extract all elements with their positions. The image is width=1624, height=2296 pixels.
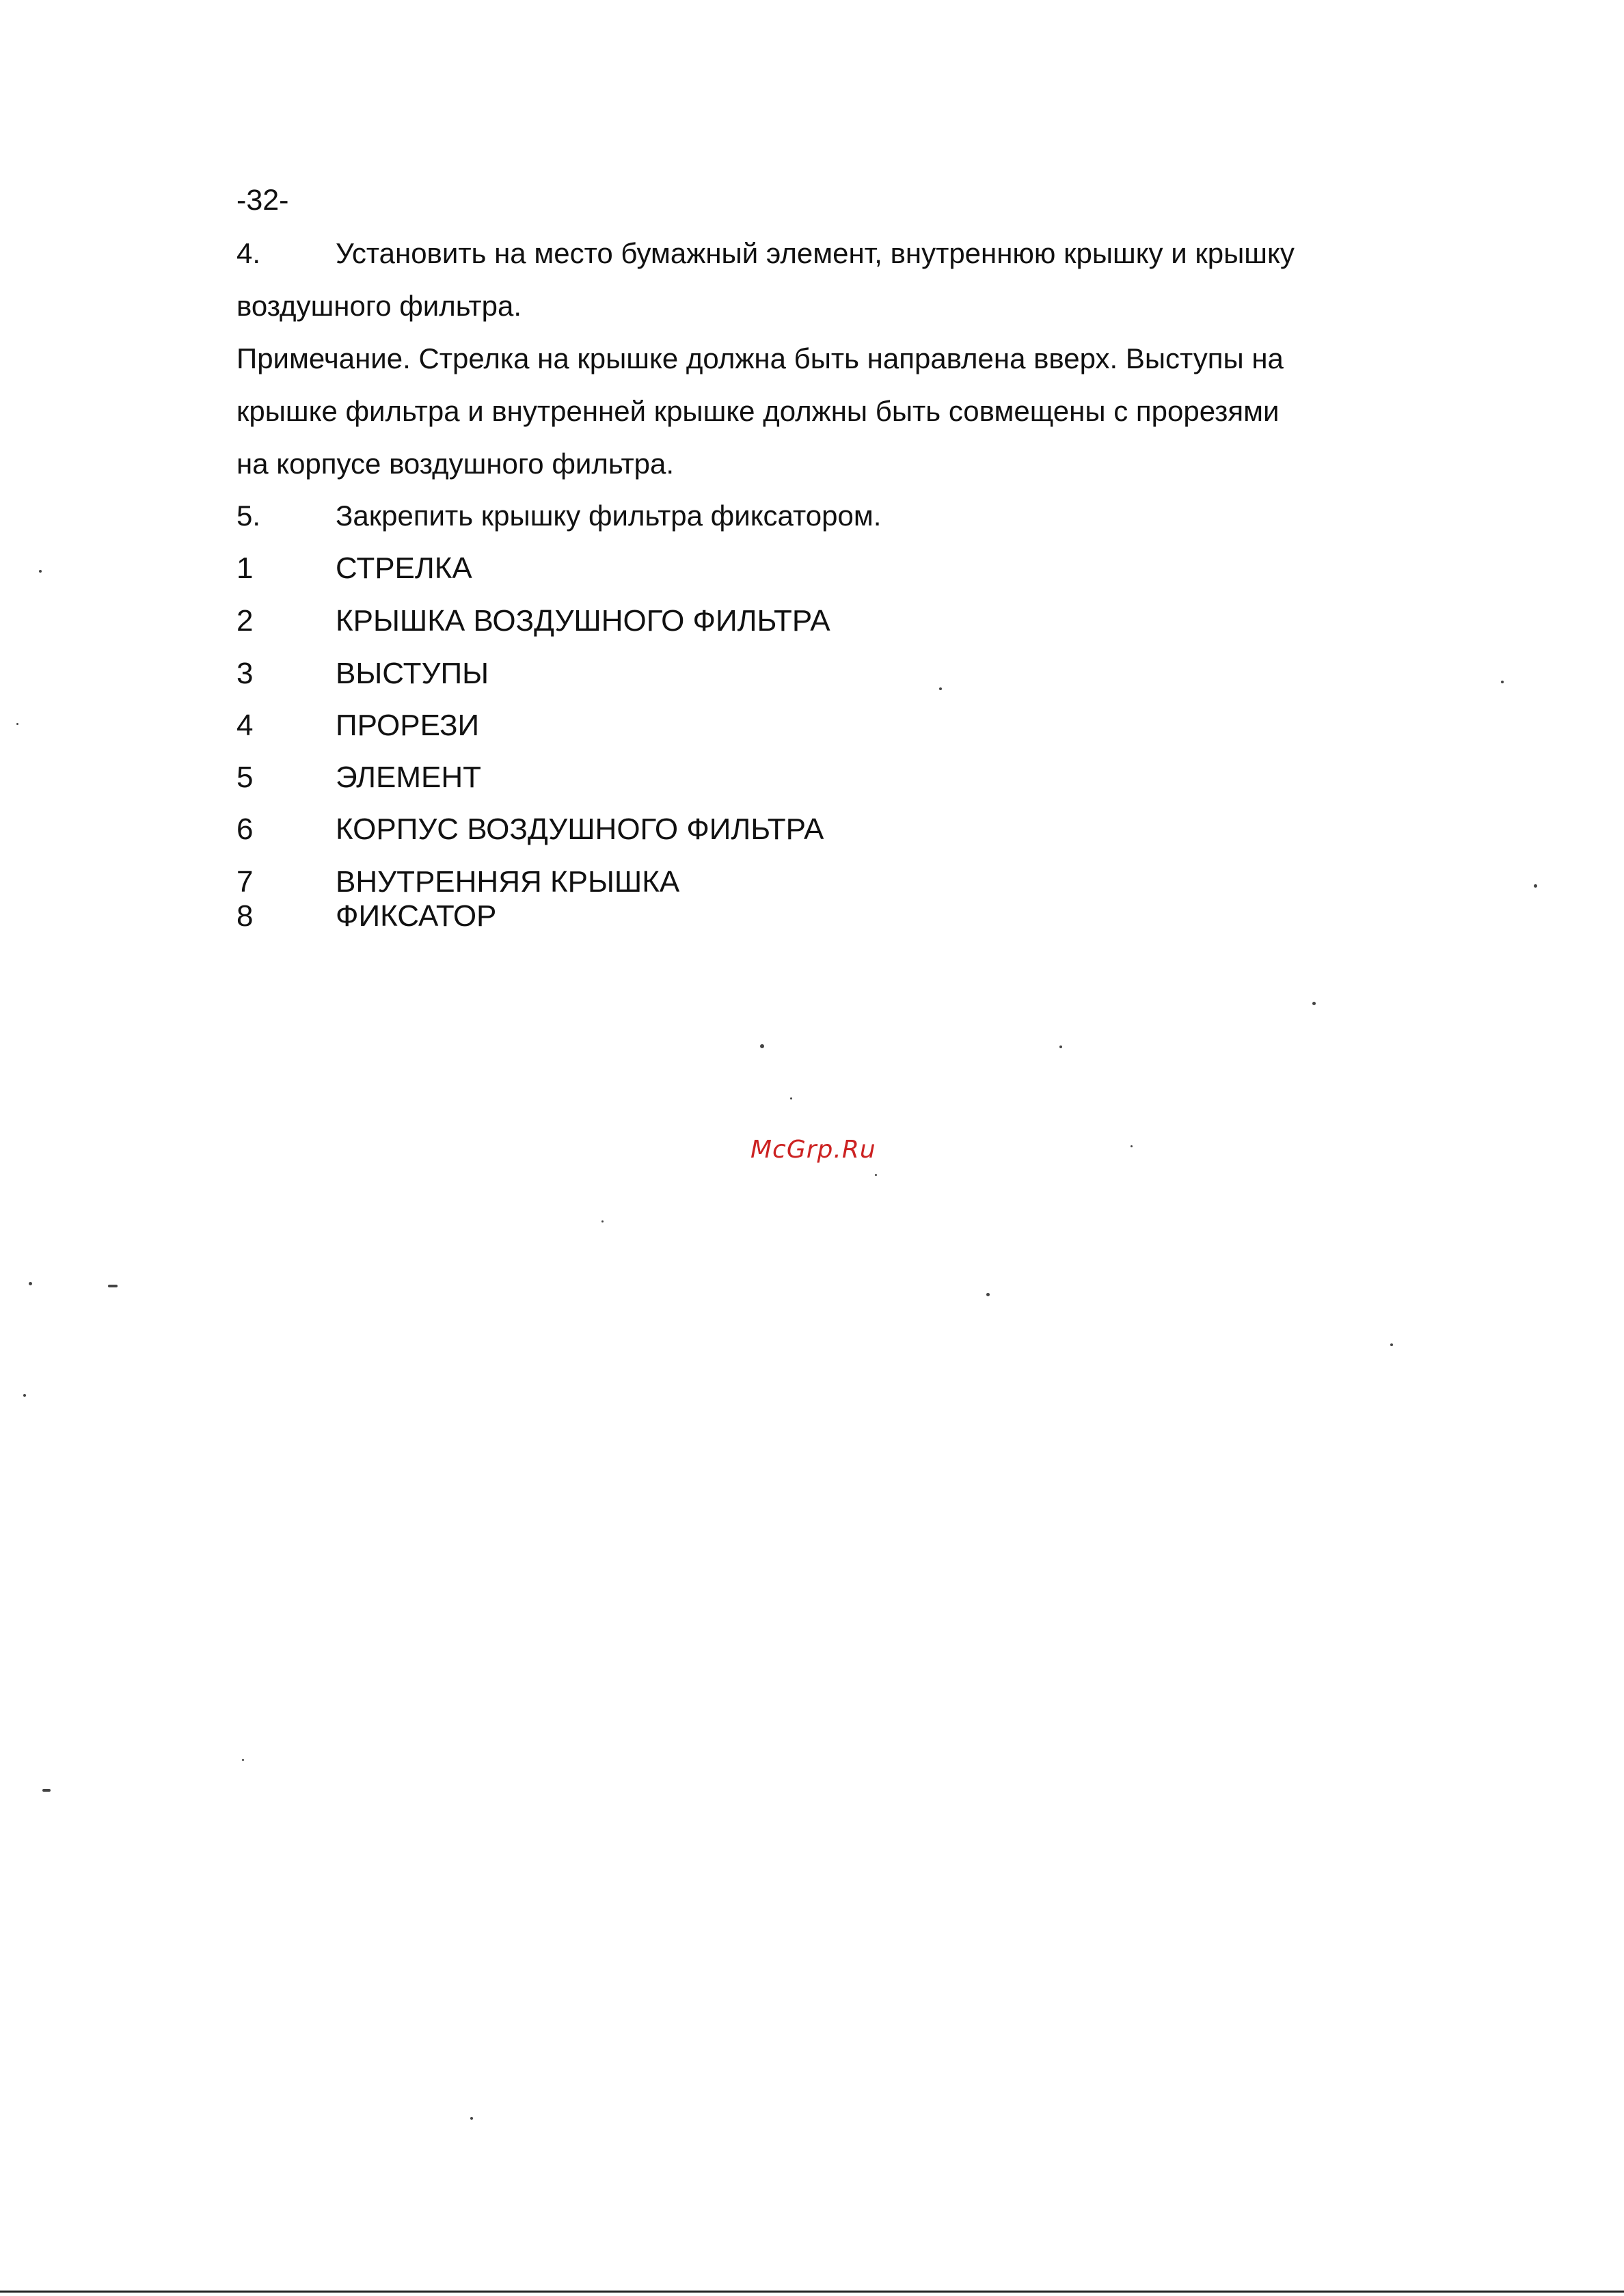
legend-item-number: 5 xyxy=(236,761,254,794)
legend-item-number: 4 xyxy=(236,709,254,742)
step-5-number: 5. xyxy=(236,500,261,532)
scan-speck xyxy=(1131,1145,1133,1147)
legend-item-number: 7 xyxy=(236,865,254,899)
step-4-text-line1: Установить на место бумажный элемент, внутреннюю крышку и крышку xyxy=(336,237,1295,269)
step-5-text: Закрепить крышку фильтра фиксатором. xyxy=(336,500,882,532)
legend-item xyxy=(236,603,830,639)
legend-item-label: КОРПУС ВОЗДУШНОГО ФИЛЬТРА xyxy=(336,812,824,846)
scan-speck xyxy=(790,1097,792,1099)
scan-speck xyxy=(29,1282,32,1285)
legend-item-label: ВЫСТУПЫ xyxy=(336,657,489,690)
scan-speck xyxy=(1312,1002,1316,1005)
legend-item-number: 6 xyxy=(236,812,254,846)
legend-item xyxy=(236,656,489,692)
legend-item-number: 8 xyxy=(236,899,254,933)
legend-item xyxy=(236,864,679,900)
legend-item-label: ВНУТРЕННЯЯ КРЫШКА xyxy=(336,865,680,899)
watermark-text: McGrp.Ru xyxy=(750,1136,876,1164)
scan-speck xyxy=(42,1789,51,1792)
legend-item-label: ЭЛЕМЕНТ xyxy=(336,761,482,794)
legend-item-label: ПРОРЕЗИ xyxy=(336,709,480,742)
note-line2: крышке фильтра и внутренней крышке должны быть совмещены с прорезями xyxy=(236,395,1280,427)
legend-item-label: ФИКСАТОР xyxy=(336,899,497,933)
page-number: -32- xyxy=(236,184,289,217)
note-line3: на корпусе воздушного фильтра. xyxy=(236,448,675,480)
step-4-number: 4. xyxy=(236,237,261,269)
scan-speck xyxy=(470,2117,473,2120)
legend-item xyxy=(236,708,479,743)
step-4-text-line2: воздушного фильтра. xyxy=(236,290,522,322)
legend-item xyxy=(236,899,496,934)
step-4 xyxy=(236,227,1398,332)
legend-item-label: КРЫШКА ВОЗДУШНОГО ФИЛЬТРА xyxy=(336,604,830,638)
legend-item-label: СТРЕЛКА xyxy=(336,551,472,585)
scan-speck xyxy=(986,1293,990,1296)
legend-item xyxy=(236,812,824,847)
scan-speck xyxy=(760,1044,764,1048)
scan-speck xyxy=(1390,1343,1393,1346)
bottom-edge-rule xyxy=(0,2291,1624,2293)
scan-speck xyxy=(1059,1046,1062,1048)
note-line1: Примечание. Стрелка на крышке должна быть направлена вверх. Выступы на xyxy=(236,342,1284,374)
scan-speck xyxy=(939,687,942,690)
scan-speck xyxy=(39,570,42,573)
legend-item-number: 1 xyxy=(236,551,254,585)
scan-speck xyxy=(108,1285,118,1287)
scan-speck xyxy=(242,1759,244,1761)
legend-item-number: 3 xyxy=(236,657,254,690)
legend-item-number: 2 xyxy=(236,604,254,638)
step-5 xyxy=(236,489,1398,542)
scan-speck xyxy=(23,1394,26,1397)
legend-item xyxy=(236,760,481,795)
scan-speck xyxy=(16,723,18,725)
scan-speck xyxy=(601,1220,604,1222)
scan-speck xyxy=(1534,884,1537,888)
scan-speck xyxy=(1501,681,1504,683)
scan-speck xyxy=(875,1174,877,1176)
legend-item xyxy=(236,551,472,586)
note xyxy=(236,332,1398,490)
